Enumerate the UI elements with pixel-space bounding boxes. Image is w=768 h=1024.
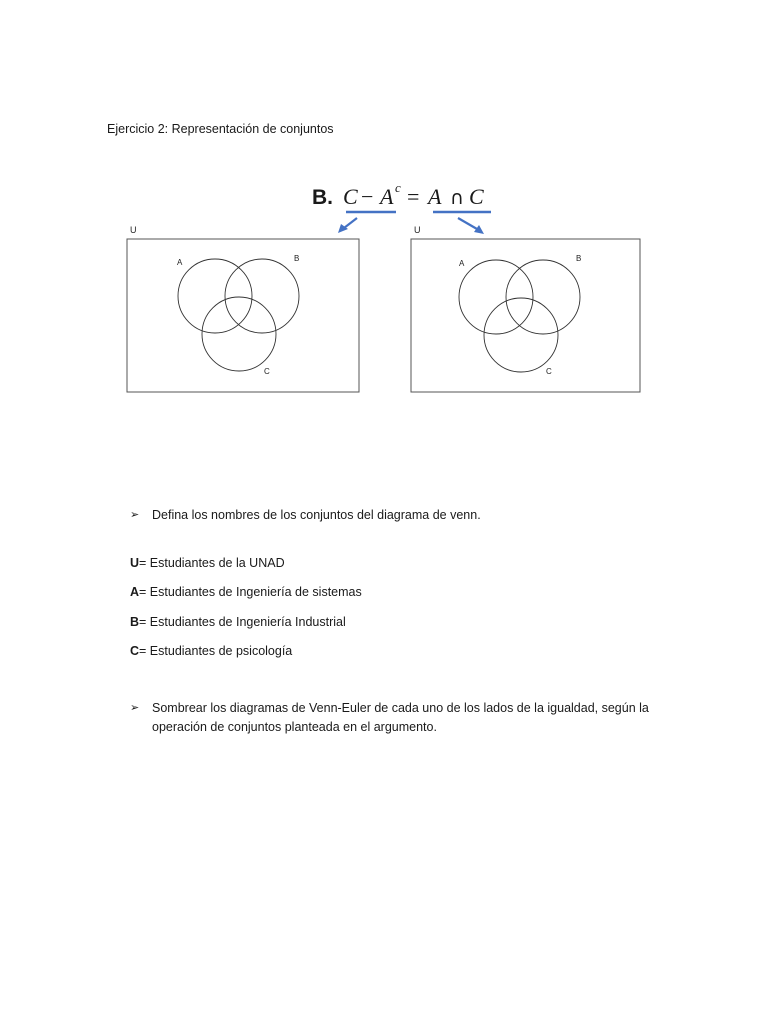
arrow-bullet-icon: ➢ — [130, 702, 140, 714]
definition-key: B — [130, 615, 140, 629]
definition-text: = Estudiantes de la UNAD — [139, 556, 285, 570]
set-a-circle[interactable] — [459, 260, 533, 334]
formula-minus: − — [361, 184, 374, 209]
formula-lhs-var: C — [343, 184, 358, 209]
definition-item — [130, 555, 285, 571]
arrow-bullet-icon: ➢ — [130, 509, 140, 521]
set-b-label: B — [576, 254, 582, 263]
universe-box — [127, 239, 359, 392]
set-formula — [0, 170, 768, 240]
formula-rhs-set-c: C — [469, 184, 484, 209]
venn-diagram-left — [126, 222, 362, 396]
definition-key: U — [130, 556, 140, 570]
instruction-text: Defina los nombres de los conjuntos del diagrama de venn. — [152, 508, 481, 522]
set-a-circle[interactable] — [178, 259, 252, 333]
venn-diagram-right — [410, 222, 646, 396]
definition-item — [130, 584, 362, 600]
definition-key: C — [130, 644, 140, 658]
formula-rhs-set-a: A — [428, 184, 442, 209]
set-b-circle[interactable] — [506, 260, 580, 334]
definition-text: = Estudiantes de Ingeniería de sistemas — [139, 585, 362, 599]
set-a-label: A — [177, 258, 183, 267]
set-a-label: A — [459, 259, 465, 268]
formula-equals: = — [407, 184, 420, 209]
definition-key: A — [130, 585, 140, 599]
universe-label: U — [414, 225, 421, 235]
set-b-label: B — [294, 254, 300, 263]
formula-complement: c — [395, 180, 401, 195]
definition-item — [130, 614, 346, 630]
universe-label: U — [130, 225, 137, 235]
set-b-circle[interactable] — [225, 259, 299, 333]
formula-intersect: ∩ — [450, 187, 464, 209]
instruction-bullet — [130, 699, 672, 737]
set-c-label: C — [264, 367, 270, 376]
set-c-label: C — [546, 367, 552, 376]
definition-text: = Estudiantes de psicología — [139, 644, 293, 658]
instruction-text: Sombrear los diagramas de Venn-Euler de cada uno de los lados de la igualdad, según la operación de conjuntos planteada en el argumento. — [152, 701, 649, 734]
set-c-circle[interactable] — [202, 297, 276, 371]
universe-box — [411, 239, 640, 392]
set-c-circle[interactable] — [484, 298, 558, 372]
formula-lhs-set: A — [380, 184, 394, 209]
definition-item — [130, 643, 292, 659]
page-title: Ejercicio 2: Representación de conjuntos — [107, 122, 334, 136]
instruction-bullet — [130, 506, 672, 525]
definition-text: = Estudiantes de Ingeniería Industrial — [139, 615, 346, 629]
formula-prefix: B. — [312, 186, 333, 209]
